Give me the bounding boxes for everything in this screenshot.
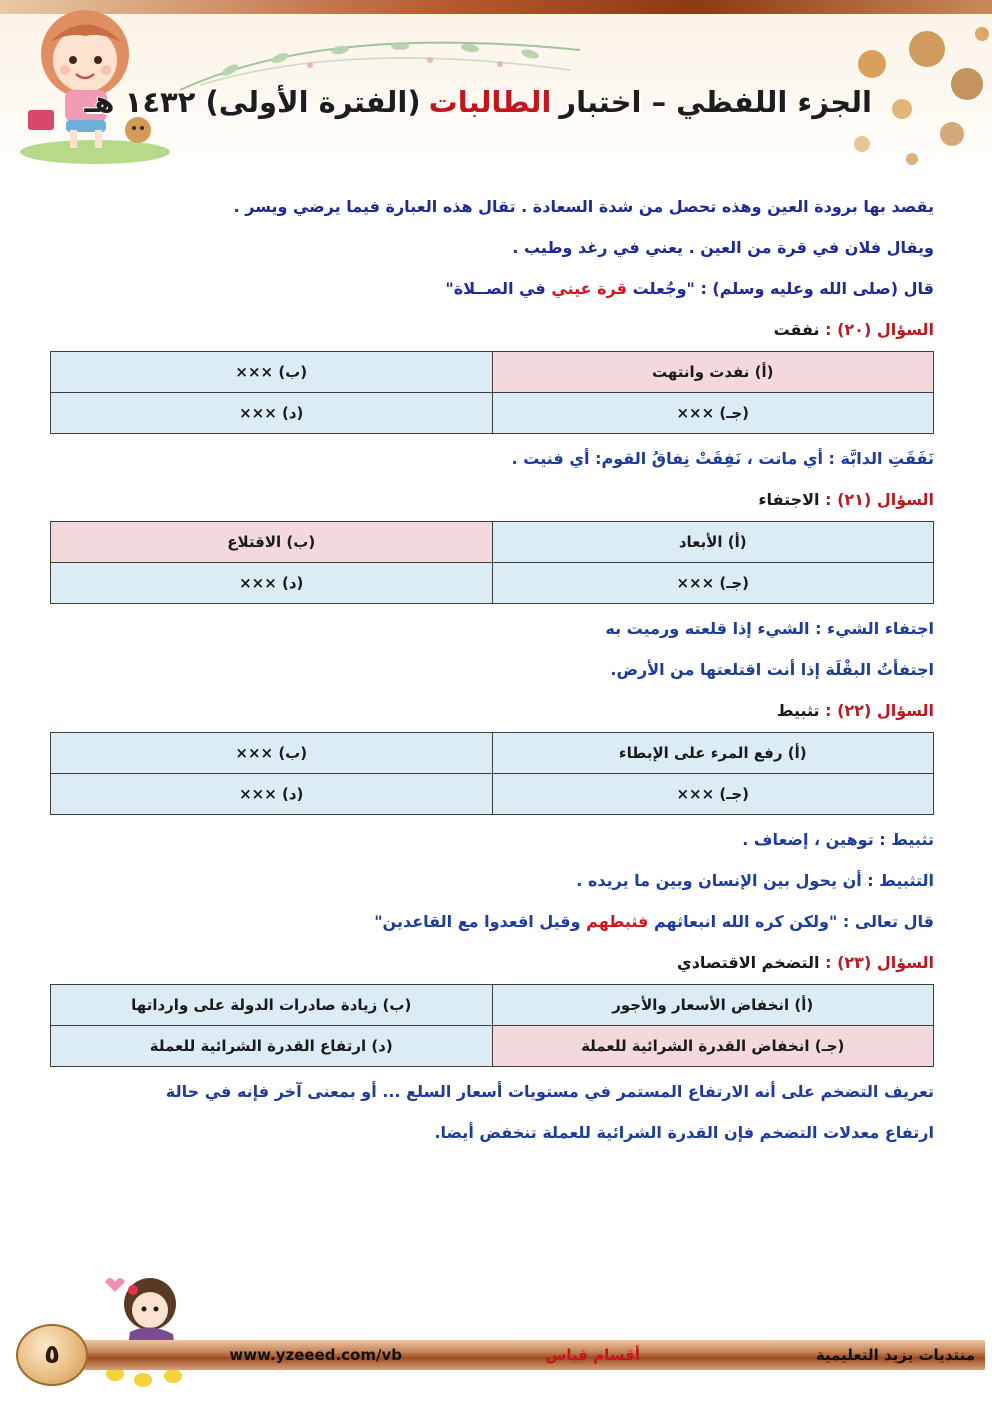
option-b[interactable]: (ب) زيادة صادرات الدولة على وارداتها [51,985,493,1026]
question-label: السؤال (٢٣) : [825,953,934,972]
question-22-verse [50,901,934,942]
question-word: الاجتفاء [758,490,820,509]
hadith-red-words: قرة عيني [551,279,627,298]
question-21-note-1: اجتفاء الشيء : الشيء إذا قلعته ورميت به [605,619,934,638]
option-d[interactable]: (د) ارتفاع القدرة الشرائية للعملة [51,1026,493,1067]
option-c[interactable]: (جـ) انخفاض القدرة الشرائية للعملة [492,1026,934,1067]
option-b[interactable]: (ب) الاقتلاع [51,522,493,563]
question-21-heading [50,479,934,521]
footer-section[interactable]: أقسام قياس [545,1346,640,1364]
question-word: تثبيط [776,701,820,720]
question-label: السؤال (٢١) : [825,490,934,509]
option-d[interactable]: (د) ××× [51,774,493,815]
question-23-note-2: ارتفاع معدلات التضخم فإن القدرة الشرائية للعملة تنخفض أيضا. [434,1123,934,1142]
option-d[interactable]: (د) ××× [51,563,493,604]
option-a[interactable]: (أ) الأبعاد [492,522,934,563]
page-footer [0,1262,992,1403]
page-number: ٥ [16,1324,88,1386]
question-23-options [50,984,934,1067]
question-22-note-1: تثبيط : توهين ، إضعاف . [742,830,934,849]
verse-before: قال تعالى : "ولكن كره الله انبعاثهم [653,912,934,931]
option-a[interactable]: (أ) رفع المرء على الإبطاء [492,733,934,774]
intro-line-2: ويقال فلان في قرة من العين . يعني في رغد وطيب . [512,238,934,257]
footer-url-link[interactable]: www.yzeeed.com/vb [229,1346,402,1364]
question-23-note-1: تعريف التضخم على أنه الارتفاع المستمر في مستويات أسعار السلع ... أو بمعنى آخر فإنه في حالة [165,1082,934,1101]
question-word: نفقت [773,320,820,339]
title-part1: الجزء اللفظي – اختبار [559,85,872,119]
intro-line-1: يقصد بها برودة العين وهذه تحصل من شدة السعادة . تقال هذه العبارة فيما يرضي ويسر . [233,197,934,216]
question-22-options [50,732,934,815]
question-23-heading [50,942,934,984]
footer-site-name: منتديات يزيد التعليمية [815,1346,975,1364]
option-c[interactable]: (جـ) ××× [492,393,934,434]
page-title [85,72,873,132]
question-label: السؤال (٢٠) : [825,320,934,339]
baby-with-chicks-icon [95,1262,205,1392]
question-22-heading [50,690,934,732]
footer-bar [60,1340,985,1370]
option-d[interactable]: (د) ××× [51,393,493,434]
option-a[interactable]: (أ) انخفاض الأسعار والأجور [492,985,934,1026]
question-22-note-2: التثبيط : أن يحول بين الإنسان وبين ما يريده . [576,871,934,890]
intro-line-3 [50,268,934,309]
option-b[interactable]: (ب) ××× [51,352,493,393]
question-21-options [50,521,934,604]
page-header [0,0,992,178]
option-b[interactable]: (ب) ××× [51,733,493,774]
question-20-options [50,351,934,434]
question-word: التضخم الاقتصادي [677,953,820,972]
question-21-note-2: اجتفأتُ البقْلَة إذا أنت اقتلعتها من الأرض. [610,660,934,679]
option-c[interactable]: (جـ) ××× [492,563,934,604]
hadith-after: في الصــلاة" [445,279,546,298]
verse-after: وقيل اقعدوا مع القاعدين" [374,912,581,931]
question-20-note-1: نَفَقَتِ الدابَّة : أي ماتت ، نَفِقَتْ نِفاقُ القوم: أي فنيت . [511,449,934,468]
question-20-heading [50,309,934,351]
option-a[interactable]: (أ) نفدت وانتهت [492,352,934,393]
page-content [50,186,934,1153]
option-c[interactable]: (جـ) ××× [492,774,934,815]
question-label: السؤال (٢٢) : [825,701,934,720]
title-red-word: الطالبات [428,85,552,119]
hadith-before: قال (صلى الله وعليه وسلم) : "وجُعلت [632,279,934,298]
verse-red-word: فثبطهم [586,912,649,931]
title-part2: (الفترة الأولى) ١٤٣٢ هـ [84,85,421,119]
